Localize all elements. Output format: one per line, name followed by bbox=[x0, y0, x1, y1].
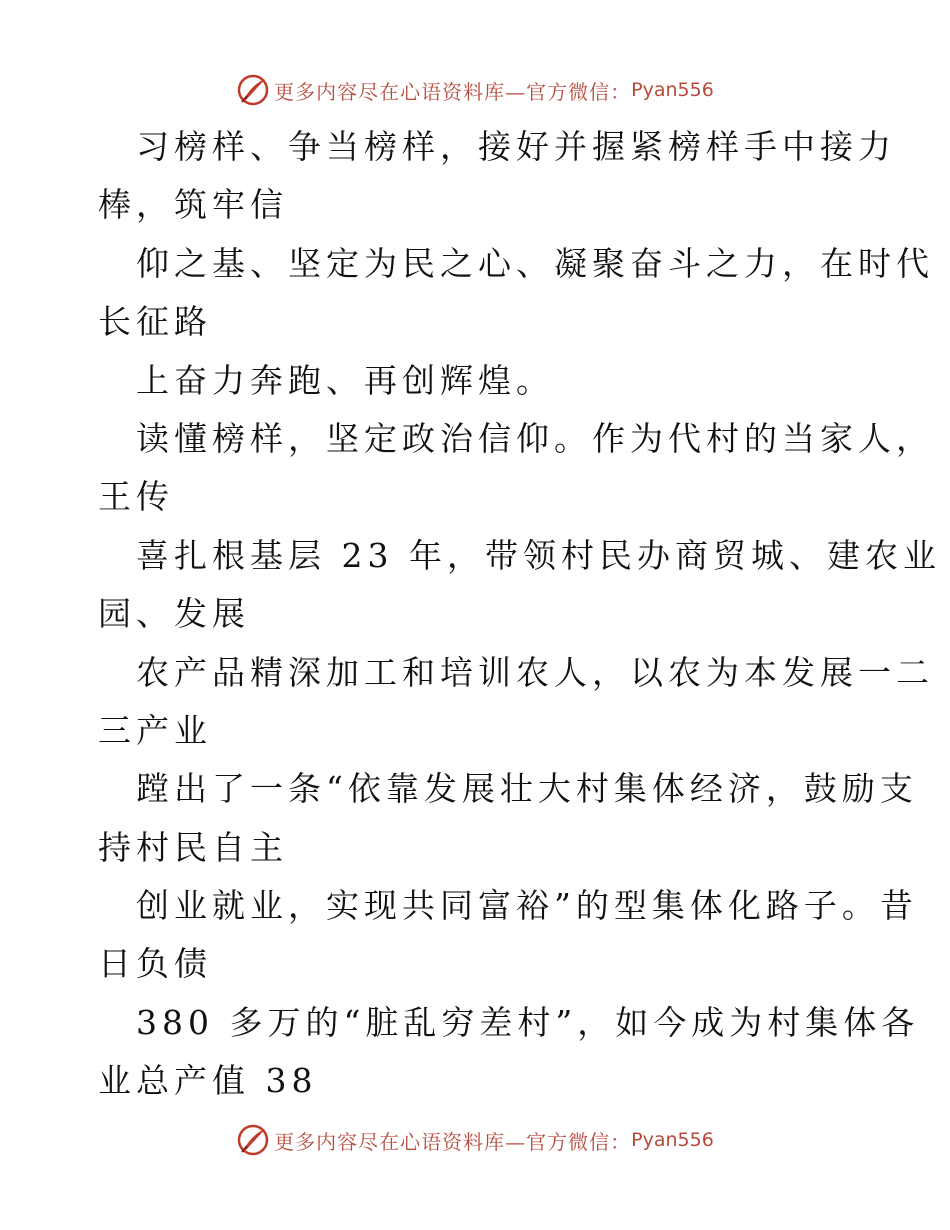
document-body bbox=[98, 118, 941, 1111]
body-line: 创业就业，实现共同富裕”的型集体化路子。昔 bbox=[136, 886, 918, 926]
banner-text: 更多内容尽在心语资料库—官方微信： bbox=[274, 1129, 632, 1154]
footer-banner bbox=[0, 1120, 950, 1160]
body-line: 业总产值 38 bbox=[98, 1061, 318, 1101]
body-line: 长征路 bbox=[98, 302, 212, 342]
body-line: 园、发展 bbox=[98, 594, 250, 634]
body-line: 蹚出了一条“依靠发展壮大村集体经济，鼓励支 bbox=[136, 769, 918, 809]
body-line: 习榜样、争当榜样，接好并握紧榜样手中接力 bbox=[136, 127, 896, 166]
body-line: 仰之基、坚定为民之心、凝聚奋斗之力，在时代 bbox=[136, 243, 934, 283]
banner-text: 更多内容尽在心语资料库—官方微信： bbox=[274, 79, 632, 104]
body-line: 上奋力奔跑、再创辉煌。 bbox=[136, 360, 554, 400]
body-line: 王传 bbox=[98, 477, 174, 517]
body-line: 棒，筑牢信 bbox=[98, 185, 288, 225]
body-line: 日负债 bbox=[98, 944, 212, 984]
banner-wechat-id: Pyan556 bbox=[631, 79, 714, 101]
header-banner bbox=[0, 70, 950, 110]
body-line: 农产品精深加工和培训农人，以农为本发展一二 bbox=[136, 652, 934, 692]
body-line: 380 多万的“脏乱穷差村”，如今成为村集体各 bbox=[136, 1002, 920, 1042]
body-line: 喜扎根基层 23 年，带领村民办商贸城、建农业 bbox=[136, 535, 941, 575]
red-quill-logo-icon bbox=[236, 1123, 270, 1157]
body-line: 读懂榜样，坚定政治信仰。作为代村的当家人， bbox=[136, 418, 934, 458]
body-line: 持村民自主 bbox=[98, 827, 288, 867]
banner-wechat-id: Pyan556 bbox=[631, 1129, 714, 1151]
body-line: 三产业 bbox=[98, 710, 212, 750]
red-quill-logo-icon bbox=[236, 73, 270, 107]
